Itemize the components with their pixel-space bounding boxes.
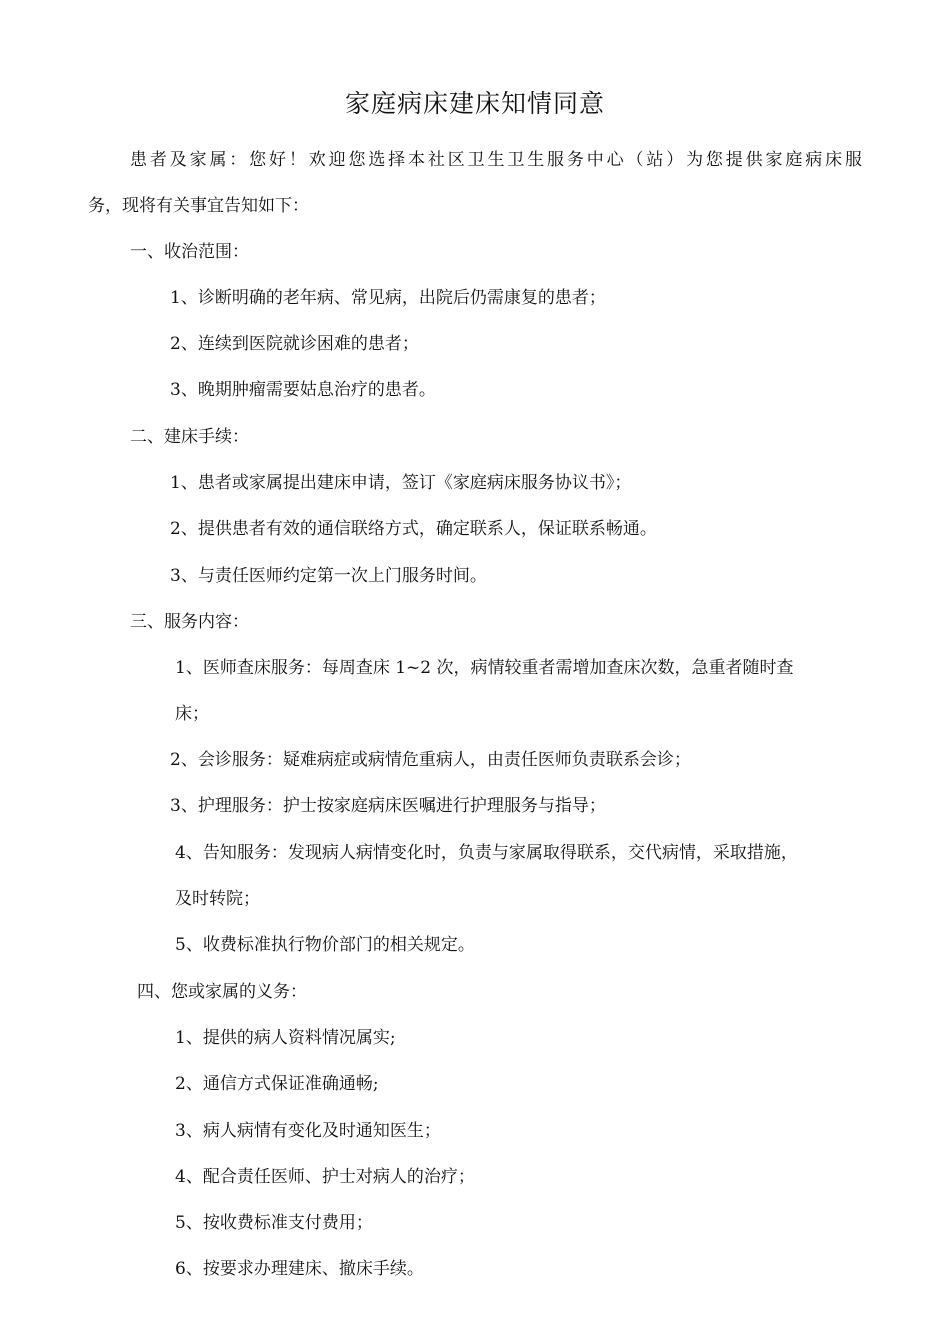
intro-line-1-char: 患 [130, 150, 147, 170]
intro-line-1-char: 供 [745, 150, 763, 170]
procedure-item-3: 3、与责任医师约定第一次上门服务时间。 [170, 566, 487, 586]
service-item-4-line-1: 4、告知服务：发现病人病情变化时，负责与家属取得联系，交代病情，采取措施， [175, 843, 798, 863]
intro-line-1-char: 提 [725, 150, 743, 170]
obligation-item-5: 5、按收费标准支付费用； [175, 1213, 373, 1233]
obligation-item-2: 2、通信方式保证准确通畅; [175, 1074, 379, 1094]
intro-line-1-char: 及 [169, 150, 187, 170]
service-item-2: 2、会诊服务：疑难病症或病情危重病人，由责任医师负责联系会诊； [170, 750, 691, 770]
intro-line-1-char: 区 [447, 150, 465, 170]
intro-line-1-char: 生 [487, 150, 505, 170]
section-heading-procedures: 二、建床手续： [130, 427, 249, 447]
intro-line-1-char: 选 [368, 150, 386, 170]
admission-item-1: 1、诊断明确的老年病、常见病，出院后仍需康复的患者； [170, 288, 606, 308]
intro-line-1-char: 社 [427, 150, 445, 170]
service-item-1-line-1: 1、医师查床服务：每周查床 1~2 次，病情较重者需增加查床次数，急重者随时查 [175, 658, 794, 678]
document-title: 家庭病床建床知情同意 [344, 89, 605, 118]
intro-line-1-char: 庭 [785, 150, 803, 170]
intro-line-1-char: 您 [348, 150, 366, 170]
intro-line-1-char: ： [229, 150, 247, 170]
intro-line-1-char: 本 [408, 150, 426, 170]
obligation-item-4: 4、配合责任医师、护士对病人的治疗； [175, 1167, 475, 1187]
intro-line-1-char: 为 [686, 150, 704, 170]
service-item-4-line-2: 及时转院； [175, 889, 260, 909]
procedure-item-1: 1、患者或家属提出建床申请，签订《家庭病床服务协议书》； [170, 473, 632, 493]
service-item-3: 3、护理服务：护士按家庭病床医嘱进行护理服务与指导； [170, 796, 606, 816]
intro-line-1-char: ） [666, 150, 684, 170]
procedure-item-2: 2、提供患者有效的通信联络方式，确定联系人，保证联系畅通。 [170, 519, 657, 539]
intro-line-1-char: 迎 [328, 150, 346, 170]
admission-item-3: 3、晚期肿瘤需要姑息治疗的患者。 [170, 380, 436, 400]
intro-line-1-char: 中 [586, 150, 604, 170]
intro-line-1-char: 者 [149, 150, 167, 170]
section-heading-services: 三、服务内容： [130, 612, 249, 632]
intro-line-1 [130, 146, 862, 174]
intro-line-1-char: 您 [705, 150, 723, 170]
intro-line-1-char: 站 [646, 150, 664, 170]
service-item-1-line-2: 床； [175, 704, 209, 724]
service-item-5: 5、收费标准执行物价部门的相关规定。 [175, 935, 475, 955]
section-heading-admission-scope: 一、收治范围： [130, 242, 249, 262]
intro-line-1-char: 服 [844, 150, 862, 170]
intro-line-1-char: 择 [388, 150, 406, 170]
intro-line-1-char: 欢 [308, 150, 326, 170]
obligation-item-1: 1、提供的病人资料情况属实; [175, 1028, 396, 1048]
intro-line-1-char: 床 [825, 150, 843, 170]
intro-line-1-char: 病 [805, 150, 823, 170]
intro-line-1-char: 卫 [467, 150, 485, 170]
intro-line-1-char: 卫 [507, 150, 525, 170]
obligation-item-3: 3、病人病情有变化及时通知医生； [175, 1121, 441, 1141]
intro-line-1-char: 服 [547, 150, 565, 170]
intro-line-1-char: （ [626, 150, 644, 170]
intro-line-1-char: 生 [527, 150, 545, 170]
admission-item-2: 2、连续到医院就诊困难的患者； [170, 334, 419, 354]
intro-line-1-char: 务 [566, 150, 584, 170]
intro-line-1-char: 家 [765, 150, 783, 170]
intro-line-1-char: 心 [606, 150, 624, 170]
intro-line-1-char: ！ [288, 150, 306, 170]
intro-line-1-char: 属 [209, 150, 227, 170]
intro-line-1-char: 好 [269, 150, 287, 170]
section-heading-obligations: 四、您或家属的义务： [137, 982, 307, 1002]
intro-line-1-char: 您 [249, 150, 267, 170]
intro-line-1-char: 家 [189, 150, 207, 170]
obligation-item-6: 6、按要求办理建床、撤床手续。 [175, 1259, 424, 1279]
intro-line-2: 务，现将有关事宜告知如下： [88, 196, 309, 216]
